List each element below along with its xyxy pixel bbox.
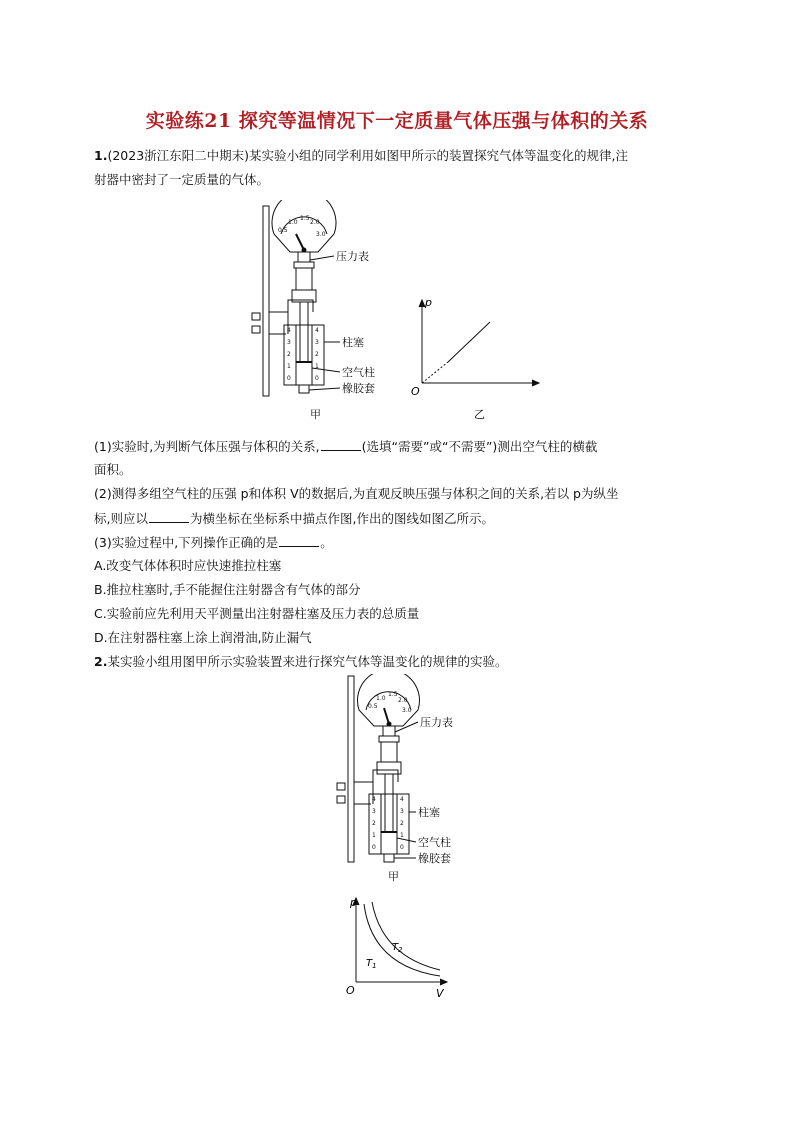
label-t1 — [366, 958, 377, 970]
answer-blank-3[interactable] — [279, 534, 319, 547]
axis-v-label: V — [436, 987, 444, 1000]
label-jia: 甲 — [310, 408, 321, 421]
gauge-tick: 3.0 — [316, 231, 326, 238]
scale-tick: 2 — [287, 351, 291, 358]
label-plunger-2: 柱塞 — [418, 806, 440, 819]
q1-graph-yi — [408, 296, 548, 422]
label-t2 — [392, 942, 403, 954]
scale-tick: 4 — [287, 327, 291, 334]
label-plunger: 柱塞 — [342, 336, 364, 349]
q1-sub1-text-a: (1)实验时,为判断气体压强与体积的关系, — [94, 439, 320, 454]
label-yi: 乙 — [474, 408, 485, 421]
q1-sub2-line: (2)测得多组空气柱的压强 p和体积 V的数据后,为直观反映压强与体积之间的关系,若以 p为纵坐 — [94, 486, 619, 501]
q1-stem-part1: (2023浙江东阳二中期末)某实验小组的同学利用如图甲所示的装置探究气体等温变化的规律,注 — [107, 148, 628, 163]
scale-tick: 1 — [287, 363, 291, 370]
axis-p-label-2: p — [350, 896, 357, 909]
q1-apparatus-figure — [248, 200, 388, 422]
q2-apparatus-figure — [332, 674, 472, 884]
label-t1-letter: T — [366, 958, 373, 969]
graph-axes — [419, 300, 539, 386]
scale-tick: 4 — [372, 796, 376, 803]
scale1-right — [315, 327, 319, 382]
scale1-left — [287, 327, 291, 382]
label-t2-letter: T — [392, 942, 399, 953]
origin-label: O — [411, 385, 420, 398]
answer-blank-2[interactable] — [149, 510, 189, 523]
q1-sub2-text-b: 标,则应以 — [94, 511, 148, 526]
option-c: C.实验前应先利用天平测量出注射器柱塞及压力表的总质量 — [94, 606, 420, 621]
label-jia-2: 甲 — [388, 870, 399, 883]
q1-sub1-text-b: (选填“需要”或“不需要”)测出空气柱的横截 — [361, 439, 598, 454]
apparatus-drawing — [252, 200, 340, 396]
label-rubber-cap-2: 橡胶套 — [418, 852, 451, 865]
scale-tick: 0 — [372, 844, 376, 851]
scale-tick: 3 — [287, 339, 291, 346]
graph-line — [448, 322, 490, 362]
q2-stem: 某实验小组用图甲所示实验装置来进行探究气体等温变化的规律的实验。 — [107, 654, 508, 669]
q1-sub3-text-b: 。 — [320, 535, 333, 550]
scale-tick: 3 — [315, 339, 319, 346]
axis-p-label: p — [425, 296, 432, 309]
page-title: 实验练21 探究等温情况下一定质量气体压强与体积的关系 — [145, 110, 649, 132]
scale-tick: 0 — [315, 375, 319, 382]
label-gauge: 压力表 — [336, 250, 369, 263]
gauge-tick: 3.0 — [402, 707, 412, 714]
graph-dashed-extension — [422, 362, 448, 383]
q1-number: 1. — [94, 148, 108, 163]
scale-tick: 1 — [372, 832, 376, 839]
option-d: D.在注射器柱塞上涂上润滑油,防止漏气 — [94, 630, 312, 645]
gauge-tick: 2.0 — [310, 219, 320, 226]
option-a: A.改变气体体积时应快速推拉柱塞 — [94, 558, 282, 573]
label-rubber-cap: 橡胶套 — [342, 382, 375, 395]
q1-sub3-text-a: (3)实验过程中,下列操作正确的是 — [94, 535, 279, 550]
label-air-column-2: 空气柱 — [418, 836, 451, 849]
label-t2-sub: 2 — [398, 946, 403, 954]
gauge2-ticks — [368, 691, 412, 714]
scale-tick: 3 — [400, 808, 404, 815]
gauge-tick: 2.0 — [398, 697, 408, 704]
q2-pv-graph — [342, 894, 454, 1002]
scale2-left — [372, 796, 376, 851]
isotherm-t2 — [372, 902, 440, 970]
scale-tick: 2 — [400, 820, 404, 827]
q1-line2: 射器中密封了一定质量的气体。 — [94, 172, 270, 187]
scale-tick: 2 — [372, 820, 376, 827]
q1-sub1-line2: 面积。 — [94, 462, 132, 477]
gauge1-ticks — [278, 215, 326, 238]
answer-blank-1[interactable] — [321, 438, 361, 451]
label-gauge-2: 压力表 — [420, 716, 453, 729]
label-air-column: 空气柱 — [342, 366, 375, 379]
q2-number: 2. — [94, 654, 108, 669]
origin-label-2: O — [346, 984, 355, 997]
q1-sub1-line — [94, 438, 704, 455]
scale-tick: 1 — [400, 832, 404, 839]
pv-axes — [353, 898, 447, 985]
gauge-tick: 1.0 — [288, 219, 298, 226]
scale-tick: 0 — [287, 375, 291, 382]
scale-tick: 3 — [372, 808, 376, 815]
scale-tick: 4 — [315, 327, 319, 334]
scale-tick: 2 — [315, 351, 319, 358]
scale-tick: 4 — [400, 796, 404, 803]
scale2-right — [400, 796, 404, 851]
q1-sub2-text-c: 为横坐标在坐标系中描点作图,作出的图线如图乙所示。 — [189, 511, 494, 526]
q1-sub3-line — [94, 534, 704, 551]
scale-tick: 0 — [400, 844, 404, 851]
gauge-tick: 1.0 — [376, 695, 386, 702]
option-b: B.推拉柱塞时,手不能握住注射器含有气体的部分 — [94, 582, 361, 597]
scale-tick: 1 — [315, 363, 319, 370]
q1-sub2-line2 — [94, 510, 704, 527]
q1-line1 — [94, 148, 704, 164]
gauge-tick: 0.5 — [278, 227, 288, 234]
q2-line1 — [94, 654, 704, 670]
gauge-tick: 1.5 — [388, 691, 398, 698]
gauge-tick: 1.5 — [300, 215, 310, 222]
gauge-tick: 0.5 — [368, 703, 378, 710]
label-t1-sub: 1 — [372, 962, 377, 970]
